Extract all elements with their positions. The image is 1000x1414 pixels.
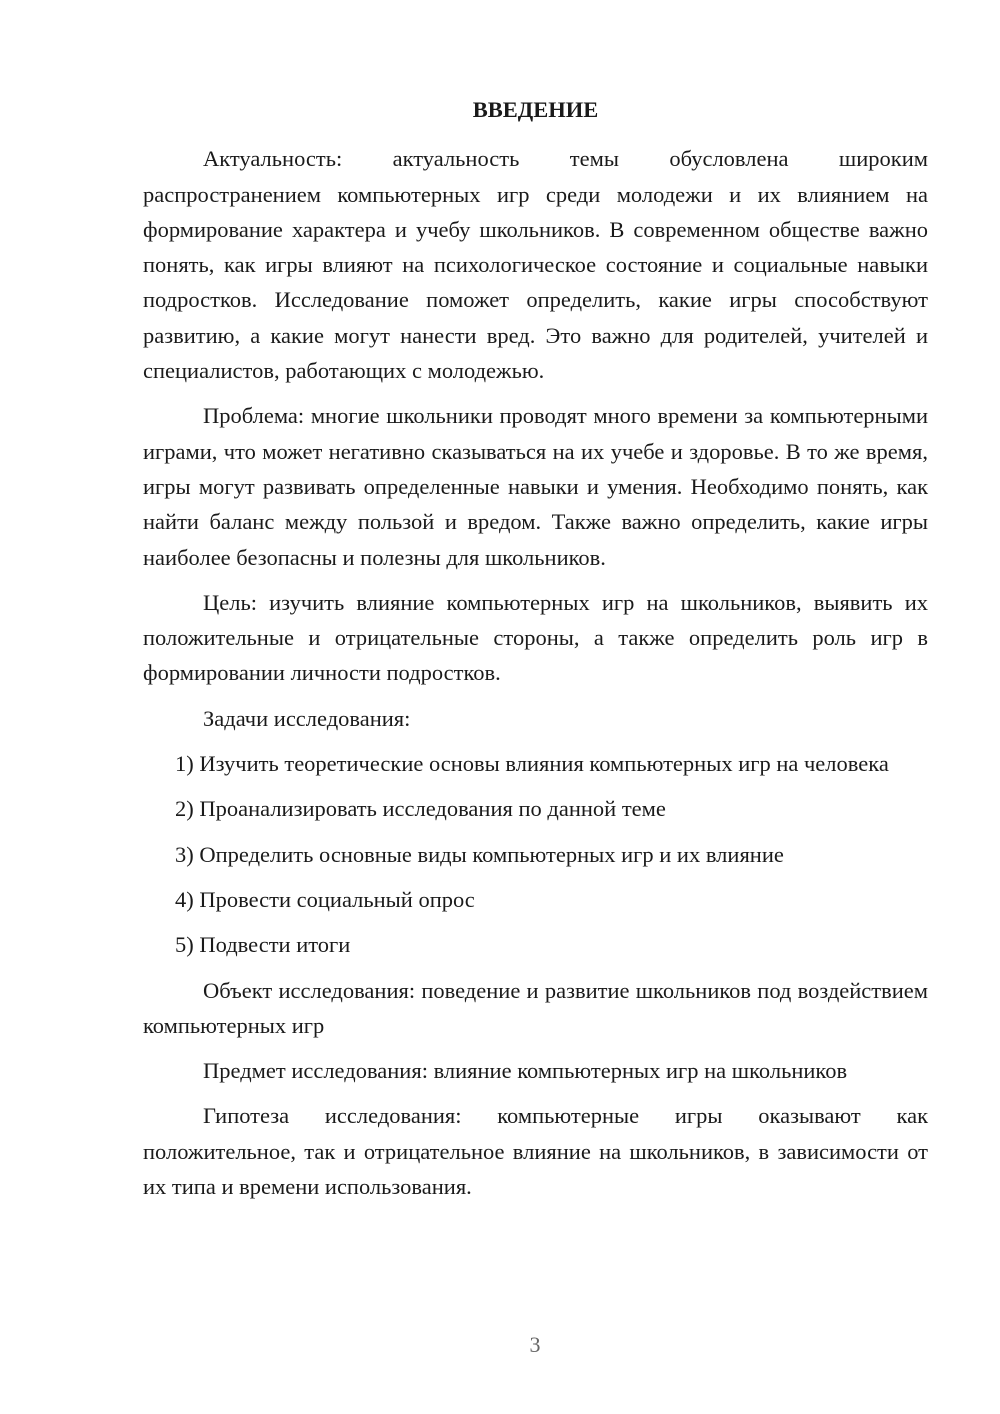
- paragraph-goal: Цель: изучить влияние компьютерных игр на школьников, выявить их положительные и отрицательные стороны, а также определить роль игр в формировании личности подростков.: [143, 589, 928, 686]
- section-title: ВВЕДЕНИЕ: [472, 97, 599, 122]
- task-item-3: 3) Определить основные виды компьютерных игр и их влияние: [175, 841, 784, 867]
- page-number: 3: [529, 1332, 541, 1357]
- paragraph-problem: Проблема: многие школьники проводят много времени за компьютерными играми, что может негативно сказываться на их учебе и здоровье. В то же время, игры могут развивать определенные навыки и умения. Необходимо понять, как найти баланс между пользой и вредом. Также важно определить, какие игры наиболее безопасны и полезны для школьников.: [143, 403, 928, 570]
- paragraph-subject: Предмет исследования: влияние компьютерных игр на школьников: [203, 1058, 848, 1084]
- task-item-1: 1) Изучить теоретические основы влияния компьютерных игр на человека: [175, 751, 889, 777]
- document-page: [143, 92, 928, 1214]
- paragraph-hypothesis: Гипотеза исследования: компьютерные игры оказывают как положительное, так и отрицательное влияние на школьников, в зависимости от их типа и времени использования.: [143, 1103, 928, 1200]
- task-item-2: 2) Проанализировать исследования по данной теме: [175, 796, 666, 822]
- paragraph-object: Объект исследования: поведение и развитие школьников под воздействием компьютерных игр: [143, 977, 928, 1038]
- tasks-heading: Задачи исследования:: [203, 705, 411, 731]
- task-item-5: 5) Подвести итоги: [175, 932, 351, 958]
- task-item-4: 4) Провести социальный опрос: [175, 886, 475, 912]
- paragraph-relevance: Актуальность: актуальность темы обусловлена широким распространением компьютерных игр среди молодежи и их влиянием на формирование характера и учебу школьников. В современном обществе важно понять, как игры влияют на психологическое состояние и социальные навыки подростков. Исследование поможет определить, какие игры способствуют развитию, а какие могут нанести вред. Это важно для родителей, учителей и специалистов, работающих с молодежью.: [143, 146, 928, 384]
